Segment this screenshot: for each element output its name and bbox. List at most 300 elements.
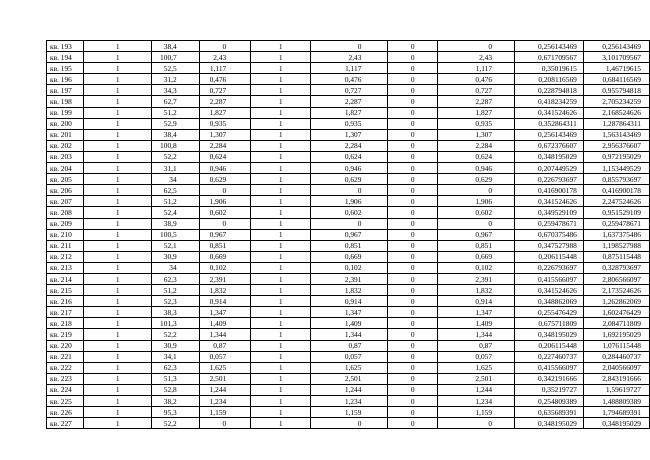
factor-cell: 1 <box>251 318 311 329</box>
value-b-cell: 2,391 <box>311 273 388 284</box>
apartment-cell: кв. 205 <box>47 174 84 185</box>
total-cell: 0,875115448 <box>583 251 649 262</box>
total-cell: 2,705234259 <box>583 96 649 107</box>
total-cell: 0,955794818 <box>583 85 649 96</box>
zero-cell: 0 <box>388 396 438 407</box>
zero-cell: 0 <box>388 174 438 185</box>
value-a-cell: 1,625 <box>199 362 251 373</box>
value-a-cell: 1,159 <box>199 407 251 418</box>
apartment-cell: кв. 212 <box>47 251 84 262</box>
table-row <box>47 373 650 384</box>
area-cell: 30,9 <box>152 340 200 351</box>
count-cell: 1 <box>84 85 152 96</box>
factor-cell: 1 <box>251 351 311 362</box>
share-cell: 0,341524626 <box>515 196 584 207</box>
area-cell: 52,2 <box>152 418 200 429</box>
count-cell: 1 <box>84 185 152 196</box>
factor-cell: 1 <box>251 207 311 218</box>
factor-cell: 1 <box>251 107 311 118</box>
count-cell: 1 <box>84 418 152 429</box>
table-row <box>47 351 650 362</box>
zero-cell: 0 <box>388 329 438 340</box>
zero-cell: 0 <box>388 63 438 74</box>
apartment-cell: кв. 225 <box>47 396 84 407</box>
table-row <box>47 129 650 140</box>
value-a-cell: 2,501 <box>199 373 251 384</box>
count-cell: 1 <box>84 318 152 329</box>
factor-cell: 1 <box>251 262 311 273</box>
value-a-cell: 0 <box>199 185 251 196</box>
apartment-cell: кв. 220 <box>47 340 84 351</box>
zero-cell: 0 <box>388 273 438 284</box>
value-c-cell: 0,967 <box>438 229 515 240</box>
factor-cell: 1 <box>251 218 311 229</box>
count-cell: 1 <box>84 63 152 74</box>
value-c-cell: 0 <box>438 185 515 196</box>
count-cell: 1 <box>84 240 152 251</box>
total-cell: 2,084711809 <box>583 318 649 329</box>
zero-cell: 0 <box>388 229 438 240</box>
value-b-cell: 0,629 <box>311 174 388 185</box>
value-a-cell: 0,602 <box>199 207 251 218</box>
share-cell: 0,208116569 <box>515 74 584 85</box>
area-cell: 38,4 <box>152 41 200 52</box>
factor-cell: 1 <box>251 251 311 262</box>
zero-cell: 0 <box>388 196 438 207</box>
value-b-cell: 0,669 <box>311 251 388 262</box>
value-b-cell: 0 <box>311 185 388 196</box>
factor-cell: 1 <box>251 296 311 307</box>
value-b-cell: 0,102 <box>311 262 388 273</box>
share-cell: 0,256143469 <box>515 41 584 52</box>
count-cell: 1 <box>84 262 152 273</box>
value-a-cell: 2,284 <box>199 140 251 151</box>
apartment-cell: кв. 209 <box>47 218 84 229</box>
count-cell: 1 <box>84 96 152 107</box>
apartment-cell: кв. 206 <box>47 185 84 196</box>
value-b-cell: 1,117 <box>311 63 388 74</box>
table-row <box>47 151 650 162</box>
value-a-cell: 1,347 <box>199 307 251 318</box>
factor-cell: 1 <box>251 63 311 74</box>
value-c-cell: 0,476 <box>438 74 515 85</box>
share-cell: 0,254809389 <box>515 396 584 407</box>
table-row <box>47 340 650 351</box>
count-cell: 1 <box>84 218 152 229</box>
factor-cell: 1 <box>251 74 311 85</box>
value-a-cell: 0,87 <box>199 340 251 351</box>
area-cell: 52,5 <box>152 63 200 74</box>
total-cell: 1,692195029 <box>583 329 649 340</box>
factor-cell: 1 <box>251 85 311 96</box>
value-c-cell: 1,234 <box>438 396 515 407</box>
table-row <box>47 74 650 85</box>
table-row <box>47 362 650 373</box>
count-cell: 1 <box>84 207 152 218</box>
factor-cell: 1 <box>251 384 311 395</box>
table-row <box>47 384 650 395</box>
table-row <box>47 396 650 407</box>
factor-cell: 1 <box>251 196 311 207</box>
table-row <box>47 262 650 273</box>
apartment-cell: кв. 214 <box>47 273 84 284</box>
share-cell: 0,348195029 <box>515 151 584 162</box>
total-cell: 1,287864311 <box>583 118 649 129</box>
total-cell: 0,855793697 <box>583 174 649 185</box>
table-row <box>47 407 650 418</box>
value-c-cell: 1,244 <box>438 384 515 395</box>
count-cell: 1 <box>84 129 152 140</box>
total-cell: 0,951529109 <box>583 207 649 218</box>
value-c-cell: 0,935 <box>438 118 515 129</box>
value-b-cell: 0,057 <box>311 351 388 362</box>
value-a-cell: 1,234 <box>199 396 251 407</box>
area-cell: 34,3 <box>152 85 200 96</box>
value-a-cell: 0,629 <box>199 174 251 185</box>
apartment-data-table <box>46 40 650 429</box>
area-cell: 100,7 <box>152 52 200 63</box>
area-cell: 51,2 <box>152 285 200 296</box>
table-row <box>47 229 650 240</box>
share-cell: 0,226793697 <box>515 174 584 185</box>
value-c-cell: 2,391 <box>438 273 515 284</box>
value-c-cell: 0,914 <box>438 296 515 307</box>
factor-cell: 1 <box>251 418 311 429</box>
total-cell: 1,46719615 <box>583 63 649 74</box>
value-a-cell: 0,851 <box>199 240 251 251</box>
total-cell: 2,843191666 <box>583 373 649 384</box>
factor-cell: 1 <box>251 129 311 140</box>
table-row <box>47 285 650 296</box>
apartment-cell: кв. 207 <box>47 196 84 207</box>
value-b-cell: 1,409 <box>311 318 388 329</box>
apartment-cell: кв. 215 <box>47 285 84 296</box>
area-cell: 38,4 <box>152 129 200 140</box>
zero-cell: 0 <box>388 163 438 174</box>
apartment-cell: кв. 203 <box>47 151 84 162</box>
table-row <box>47 218 650 229</box>
count-cell: 1 <box>84 229 152 240</box>
zero-cell: 0 <box>388 107 438 118</box>
total-cell: 1,59619727 <box>583 384 649 395</box>
value-a-cell: 1,244 <box>199 384 251 395</box>
value-c-cell: 2,43 <box>438 52 515 63</box>
total-cell: 0,416900178 <box>583 185 649 196</box>
share-cell: 0,35019615 <box>515 63 584 74</box>
zero-cell: 0 <box>388 118 438 129</box>
count-cell: 1 <box>84 407 152 418</box>
table-body <box>47 41 650 429</box>
share-cell: 0,226793697 <box>515 262 584 273</box>
area-cell: 95,3 <box>152 407 200 418</box>
share-cell: 0,675711809 <box>515 318 584 329</box>
table-row <box>47 174 650 185</box>
share-cell: 0,670375486 <box>515 229 584 240</box>
zero-cell: 0 <box>388 407 438 418</box>
table-row <box>47 240 650 251</box>
value-c-cell: 0,946 <box>438 163 515 174</box>
share-cell: 0,255476429 <box>515 307 584 318</box>
factor-cell: 1 <box>251 285 311 296</box>
share-cell: 0,415566097 <box>515 362 584 373</box>
table-row <box>47 107 650 118</box>
table-row <box>47 307 650 318</box>
table-row <box>47 85 650 96</box>
zero-cell: 0 <box>388 251 438 262</box>
table-row <box>47 207 650 218</box>
apartment-cell: кв. 208 <box>47 207 84 218</box>
share-cell: 0,206115448 <box>515 340 584 351</box>
total-cell: 2,173524626 <box>583 285 649 296</box>
value-c-cell: 0,102 <box>438 262 515 273</box>
value-c-cell: 1,625 <box>438 362 515 373</box>
value-b-cell: 0 <box>311 418 388 429</box>
apartment-cell: кв. 224 <box>47 384 84 395</box>
value-b-cell: 0 <box>311 218 388 229</box>
count-cell: 1 <box>84 151 152 162</box>
value-a-cell: 0 <box>199 41 251 52</box>
count-cell: 1 <box>84 340 152 351</box>
share-cell: 0,349529109 <box>515 207 584 218</box>
value-b-cell: 0,624 <box>311 151 388 162</box>
value-a-cell: 0,967 <box>199 229 251 240</box>
area-cell: 38,9 <box>152 218 200 229</box>
value-c-cell: 1,117 <box>438 63 515 74</box>
value-b-cell: 0,914 <box>311 296 388 307</box>
apartment-cell: кв. 221 <box>47 351 84 362</box>
zero-cell: 0 <box>388 185 438 196</box>
share-cell: 0,418234259 <box>515 96 584 107</box>
total-cell: 2,956376607 <box>583 140 649 151</box>
total-cell: 1,262862069 <box>583 296 649 307</box>
value-b-cell: 1,307 <box>311 129 388 140</box>
zero-cell: 0 <box>388 74 438 85</box>
area-cell: 52,9 <box>152 118 200 129</box>
value-b-cell: 0,851 <box>311 240 388 251</box>
apartment-cell: кв. 200 <box>47 118 84 129</box>
count-cell: 1 <box>84 285 152 296</box>
value-a-cell: 1,307 <box>199 129 251 140</box>
zero-cell: 0 <box>388 296 438 307</box>
area-cell: 31,1 <box>152 163 200 174</box>
share-cell: 0,347527988 <box>515 240 584 251</box>
value-a-cell: 0,946 <box>199 163 251 174</box>
value-b-cell: 0,602 <box>311 207 388 218</box>
area-cell: 100,5 <box>152 229 200 240</box>
total-cell: 1,153449529 <box>583 163 649 174</box>
share-cell: 0,227460737 <box>515 351 584 362</box>
value-b-cell: 0,967 <box>311 229 388 240</box>
area-cell: 100,8 <box>152 140 200 151</box>
apartment-cell: кв. 223 <box>47 373 84 384</box>
count-cell: 1 <box>84 396 152 407</box>
share-cell: 0,207449529 <box>515 163 584 174</box>
area-cell: 62,3 <box>152 362 200 373</box>
share-cell: 0,416900178 <box>515 185 584 196</box>
total-cell: 0,348195029 <box>583 418 649 429</box>
value-b-cell: 1,344 <box>311 329 388 340</box>
table-row <box>47 52 650 63</box>
share-cell: 0,206115448 <box>515 251 584 262</box>
area-cell: 34 <box>152 262 200 273</box>
value-b-cell: 0 <box>311 41 388 52</box>
area-cell: 52,4 <box>152 207 200 218</box>
share-cell: 0,341524626 <box>515 107 584 118</box>
area-cell: 34 <box>152 174 200 185</box>
value-a-cell: 0,476 <box>199 74 251 85</box>
value-b-cell: 1,347 <box>311 307 388 318</box>
value-c-cell: 0 <box>438 418 515 429</box>
apartment-cell: кв. 201 <box>47 129 84 140</box>
area-cell: 51,3 <box>152 373 200 384</box>
total-cell: 0,972195029 <box>583 151 649 162</box>
value-a-cell: 2,391 <box>199 273 251 284</box>
value-a-cell: 1,827 <box>199 107 251 118</box>
value-c-cell: 0,669 <box>438 251 515 262</box>
factor-cell: 1 <box>251 118 311 129</box>
area-cell: 51,2 <box>152 196 200 207</box>
value-b-cell: 2,284 <box>311 140 388 151</box>
value-a-cell: 0 <box>199 418 251 429</box>
zero-cell: 0 <box>388 362 438 373</box>
apartment-cell: кв. 202 <box>47 140 84 151</box>
area-cell: 52,3 <box>152 296 200 307</box>
area-cell: 101,3 <box>152 318 200 329</box>
apartment-cell: кв. 218 <box>47 318 84 329</box>
count-cell: 1 <box>84 196 152 207</box>
zero-cell: 0 <box>388 418 438 429</box>
value-c-cell: 0,629 <box>438 174 515 185</box>
total-cell: 1,602476429 <box>583 307 649 318</box>
count-cell: 1 <box>84 307 152 318</box>
table-row <box>47 251 650 262</box>
area-cell: 38,2 <box>152 396 200 407</box>
share-cell: 0,348195029 <box>515 418 584 429</box>
apartment-cell: кв. 216 <box>47 296 84 307</box>
factor-cell: 1 <box>251 140 311 151</box>
value-c-cell: 0,851 <box>438 240 515 251</box>
apartment-cell: кв. 227 <box>47 418 84 429</box>
apartment-cell: кв. 226 <box>47 407 84 418</box>
value-b-cell: 1,832 <box>311 285 388 296</box>
value-a-cell: 0,102 <box>199 262 251 273</box>
table-row <box>47 163 650 174</box>
apartment-cell: кв. 210 <box>47 229 84 240</box>
factor-cell: 1 <box>251 373 311 384</box>
share-cell: 0,348195029 <box>515 329 584 340</box>
count-cell: 1 <box>84 118 152 129</box>
value-b-cell: 0,87 <box>311 340 388 351</box>
value-b-cell: 0,946 <box>311 163 388 174</box>
table-row <box>47 318 650 329</box>
total-cell: 1,637375486 <box>583 229 649 240</box>
value-a-cell: 2,287 <box>199 96 251 107</box>
area-cell: 31,2 <box>152 74 200 85</box>
table-row <box>47 196 650 207</box>
count-cell: 1 <box>84 362 152 373</box>
zero-cell: 0 <box>388 240 438 251</box>
value-b-cell: 2,501 <box>311 373 388 384</box>
area-cell: 51,2 <box>152 107 200 118</box>
share-cell: 0,415566097 <box>515 273 584 284</box>
apartment-cell: кв. 196 <box>47 74 84 85</box>
apartment-cell: кв. 197 <box>47 85 84 96</box>
table-row <box>47 329 650 340</box>
apartment-cell: кв. 194 <box>47 52 84 63</box>
value-c-cell: 2,287 <box>438 96 515 107</box>
zero-cell: 0 <box>388 340 438 351</box>
value-b-cell: 0,727 <box>311 85 388 96</box>
zero-cell: 0 <box>388 285 438 296</box>
count-cell: 1 <box>84 52 152 63</box>
factor-cell: 1 <box>251 185 311 196</box>
table-row <box>47 118 650 129</box>
total-cell: 0,256143469 <box>583 41 649 52</box>
value-a-cell: 2,43 <box>199 52 251 63</box>
value-a-cell: 1,117 <box>199 63 251 74</box>
factor-cell: 1 <box>251 340 311 351</box>
value-b-cell: 1,906 <box>311 196 388 207</box>
table-row <box>47 418 650 429</box>
value-c-cell: 1,827 <box>438 107 515 118</box>
area-cell: 30,9 <box>152 251 200 262</box>
share-cell: 0,228794818 <box>515 85 584 96</box>
value-a-cell: 0,727 <box>199 85 251 96</box>
apartment-cell: кв. 204 <box>47 163 84 174</box>
share-cell: 0,348862069 <box>515 296 584 307</box>
zero-cell: 0 <box>388 129 438 140</box>
factor-cell: 1 <box>251 329 311 340</box>
value-a-cell: 1,906 <box>199 196 251 207</box>
total-cell: 0,259478671 <box>583 218 649 229</box>
factor-cell: 1 <box>251 396 311 407</box>
count-cell: 1 <box>84 384 152 395</box>
share-cell: 0,671709567 <box>515 52 584 63</box>
apartment-cell: кв. 222 <box>47 362 84 373</box>
total-cell: 1,794689391 <box>583 407 649 418</box>
count-cell: 1 <box>84 373 152 384</box>
factor-cell: 1 <box>251 151 311 162</box>
total-cell: 1,198527988 <box>583 240 649 251</box>
zero-cell: 0 <box>388 151 438 162</box>
table-row <box>47 140 650 151</box>
total-cell: 0,328793697 <box>583 262 649 273</box>
count-cell: 1 <box>84 351 152 362</box>
share-cell: 0,35219727 <box>515 384 584 395</box>
factor-cell: 1 <box>251 52 311 63</box>
value-a-cell: 1,344 <box>199 329 251 340</box>
area-cell: 62,3 <box>152 273 200 284</box>
total-cell: 1,076115448 <box>583 340 649 351</box>
value-a-cell: 0,057 <box>199 351 251 362</box>
total-cell: 2,806566097 <box>583 273 649 284</box>
area-cell: 52,2 <box>152 329 200 340</box>
apartment-cell: кв. 195 <box>47 63 84 74</box>
zero-cell: 0 <box>388 218 438 229</box>
zero-cell: 0 <box>388 52 438 63</box>
value-a-cell: 0,935 <box>199 118 251 129</box>
table-row <box>47 96 650 107</box>
count-cell: 1 <box>84 296 152 307</box>
factor-cell: 1 <box>251 163 311 174</box>
zero-cell: 0 <box>388 85 438 96</box>
factor-cell: 1 <box>251 174 311 185</box>
factor-cell: 1 <box>251 273 311 284</box>
value-a-cell: 1,409 <box>199 318 251 329</box>
table-row <box>47 273 650 284</box>
value-a-cell: 0,669 <box>199 251 251 262</box>
factor-cell: 1 <box>251 362 311 373</box>
